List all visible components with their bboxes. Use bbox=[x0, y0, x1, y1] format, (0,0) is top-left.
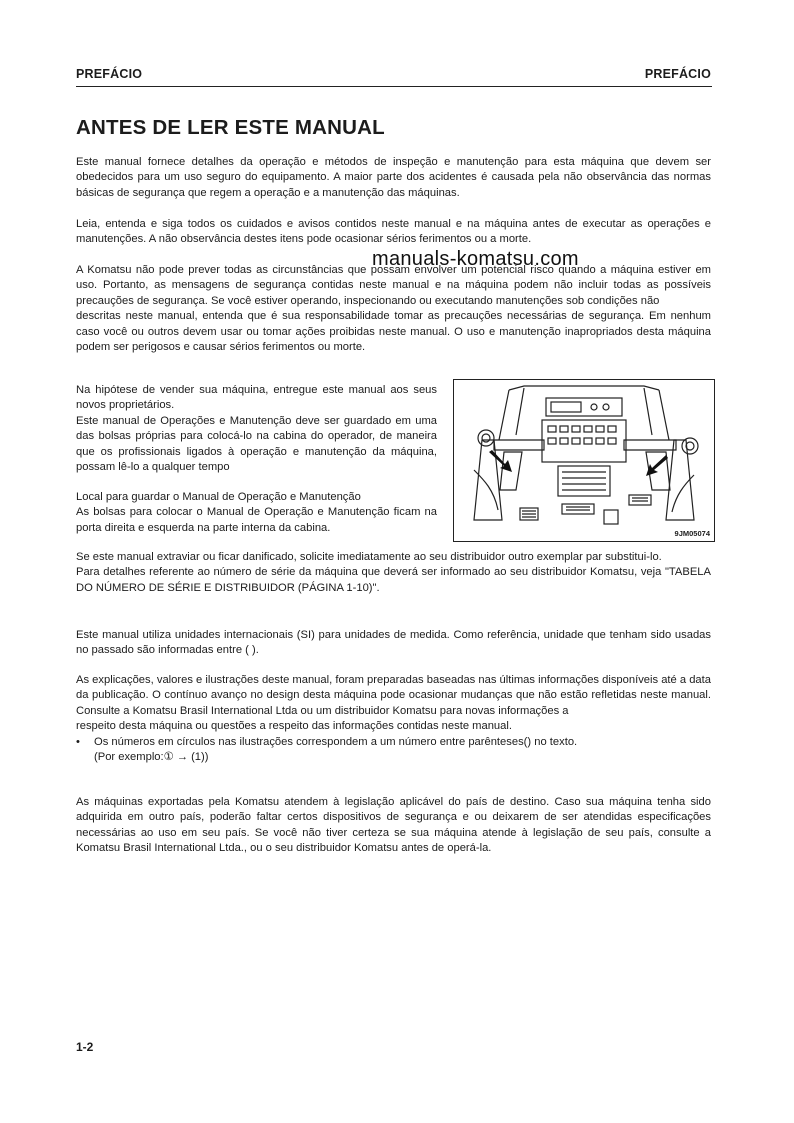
paragraph-explanations-part1: As explicações, valores e ilustrações deste manual, foram preparadas baseadas nas últimas informações disponíveis até a data da publicação. O contínuo avanço no design desta máquina pode ocasionar mudanças que não estão refletidas neste manual. Consulte a Komatsu Brasil International Ltda ou um distribuidor Komatsu para novas informações a bbox=[76, 674, 711, 717]
paragraph-storage-body: As bolsas para colocar o Manual de Operação e Manutenção ficam na porta direita e esquerda na parte interna da cabina. bbox=[76, 506, 437, 534]
paragraph-lost-manual-part2: Para detalhes referente ao número de série da máquina que deverá ser informado ao seu distribuidor Komatsu, veja "TABELA DO NÚMERO DE SÉRIE E DISTRIBUIDOR (PÁGINA 1-10)". bbox=[76, 566, 711, 594]
bullet-text: Os números em círculos nas ilustrações correspondem a um número entre parênteses() no texto. bbox=[94, 735, 578, 748]
watermark: manuals-komatsu.com bbox=[372, 248, 579, 270]
paragraph-lost-manual-part1: Se este manual extraviar ou ficar danificado, solicite imediatamente ao seu distribuidor outro exemplar par substitui-lo. bbox=[76, 551, 662, 563]
bullet-item bbox=[76, 735, 711, 750]
paragraph-units: Este manual utiliza unidades internacionais (SI) para unidades de medida. Como referência, unidade que tenham sido usadas no passado são informadas entre ( ). bbox=[76, 629, 711, 657]
paragraph-selling-part2: Este manual de Operações e Manutenção deve ser guardado em uma das bolsas próprias para colocá-lo na cabina do operador, de maneira que os profissionais ligados à operação e manutenção da máquina, possam lê-lo a qualquer tempo bbox=[76, 414, 437, 474]
page-number: 1-2 bbox=[76, 1040, 94, 1054]
paragraph-storage-heading: Local para guardar o Manual de Operação e Manutenção bbox=[76, 491, 361, 503]
cab-interior-icon bbox=[454, 380, 714, 541]
paragraph-komatsu-risk-part1: A Komatsu não pode prever todas as circunstâncias que possam envolver um potencial risco quando a máquina estiver em uso. Portanto, as mensagens de segurança contidas neste manual e na máquina podem não incluir todas as possíveis precauções de segurança. Se você estiver operando, inspecionando ou executando manutenções sob condições não bbox=[76, 264, 711, 307]
bullet-example: (Por exemplo:① → (1)) bbox=[94, 751, 209, 764]
paragraph-explanations-part2: respeito desta máquina ou questões a respeito das informações contidas neste manual. bbox=[76, 720, 512, 733]
running-header-left: PREFÁCIO bbox=[76, 67, 143, 81]
paragraph-komatsu-risk bbox=[76, 263, 711, 355]
paragraph-storage-location bbox=[76, 490, 437, 536]
paragraph-lost-manual bbox=[76, 550, 711, 596]
cab-interior-illustration bbox=[453, 379, 715, 542]
paragraph-komatsu-risk-part2: descritas neste manual, entenda que é sua responsabilidade tomar as precauções necessárias de segurança. Em nenhum caso você ou outros devem usar ou tomar ações proibidas neste manual. O uso e manutenção inapropriados desta máquina podem ser perigosos e causar sérios ferimentos ou morte. bbox=[76, 310, 711, 354]
paragraph-selling-part1: Na hipótese de vender sua máquina, entregue este manual aos seus novos proprietários. bbox=[76, 384, 437, 412]
paragraph-explanations bbox=[76, 673, 711, 765]
figure-code: 9JM05074 bbox=[674, 529, 710, 538]
paragraph-intro: Este manual fornece detalhes da operação e métodos de inspeção e manutenção para esta máquina que devem ser obedecidos para um uso seguro do equipamento. A maior parte dos acidentes é causada pela não observância das normas básicas de segurança que regem a operação e a manutenção das máquinas. bbox=[76, 156, 711, 199]
header-rule bbox=[76, 86, 712, 87]
page-title: ANTES DE LER ESTE MANUAL bbox=[76, 116, 385, 139]
running-header-right: PREFÁCIO bbox=[644, 67, 711, 81]
paragraph-read-understand: Leia, entenda e siga todos os cuidados e avisos contidos neste manual e na máquina antes de executar as operações e manutenções. A não observância destes itens pode ocasionar sérios ferimentos ou a morte. bbox=[76, 218, 711, 246]
paragraph-exported-machines: As máquinas exportadas pela Komatsu atendem à legislação aplicável do país de destino. Caso sua máquina tenha sido adquirida em outro país, poderão faltar certos dispositivos de segurança e ou deixarem de ser atendidas especificações necessárias ao uso em seu país. Se você não tiver certeza se sua máquina atende à legislação de seu país, consulte a Komatsu Brasil International Ltda., ou o seu distribuidor Komatsu antes de operá-la. bbox=[76, 796, 711, 855]
paragraph-selling bbox=[76, 383, 437, 475]
bullet-mark: • bbox=[76, 735, 80, 748]
